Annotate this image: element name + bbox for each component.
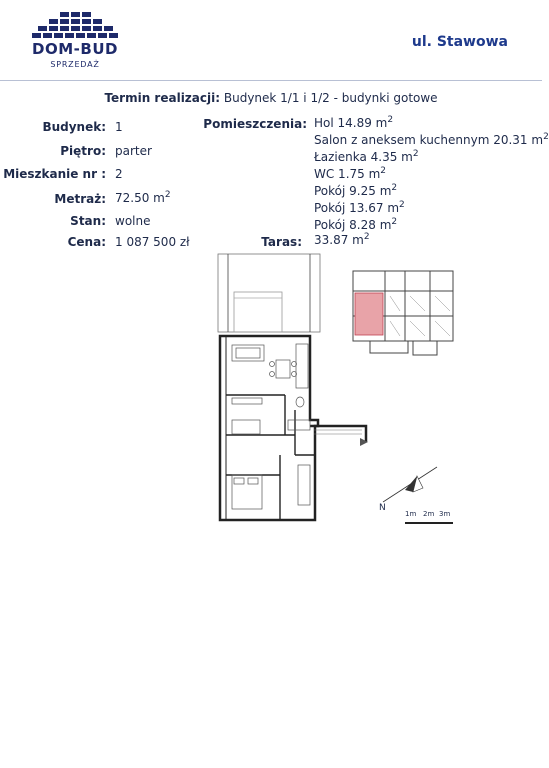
room-sup: 2 bbox=[543, 132, 549, 142]
building-value: 1 bbox=[115, 120, 123, 134]
price-value: 1 087 500 zł bbox=[115, 235, 190, 249]
north-label: N bbox=[379, 503, 386, 513]
room-item bbox=[314, 149, 419, 164]
area-number: 72.50 m bbox=[115, 191, 165, 205]
area-sup: 2 bbox=[164, 190, 171, 200]
logo-subtitle: SPRZEDAŻ bbox=[50, 60, 100, 69]
completion-term bbox=[0, 91, 542, 105]
room-item bbox=[314, 217, 397, 232]
scale-3m: 3m bbox=[439, 510, 451, 518]
scale-bar bbox=[405, 510, 455, 530]
room-item bbox=[314, 183, 397, 198]
room-sup: 2 bbox=[391, 217, 398, 227]
floor-value: parter bbox=[115, 144, 152, 158]
room-sup: 2 bbox=[399, 200, 405, 210]
terrace-sup: 2 bbox=[363, 232, 370, 242]
terrace-value bbox=[314, 232, 370, 247]
scale-2m: 2m bbox=[423, 510, 435, 518]
room-text: Pokój 8.28 m bbox=[314, 218, 392, 232]
room-text: WC 1.75 m bbox=[314, 167, 381, 181]
room-item bbox=[314, 166, 386, 181]
room-sup: 2 bbox=[391, 183, 398, 193]
logo[interactable] bbox=[30, 10, 120, 72]
area-label: Metraż: bbox=[54, 192, 106, 206]
term-value: Budynek 1/1 i 1/2 - budynki gotowe bbox=[223, 91, 438, 105]
area-value bbox=[115, 190, 171, 205]
room-text: Pokój 13.67 m bbox=[314, 201, 400, 215]
room-sup: 2 bbox=[412, 149, 419, 159]
room-item bbox=[314, 115, 393, 130]
price-label: Cena: bbox=[67, 235, 106, 249]
terrace-label: Taras: bbox=[261, 235, 302, 249]
room-text: Hol 14.89 m bbox=[314, 116, 388, 130]
floor-label: Piętro: bbox=[60, 144, 106, 158]
terrace-number: 33.87 m bbox=[314, 233, 364, 247]
room-item bbox=[314, 132, 549, 147]
header bbox=[0, 0, 542, 81]
room-sup: 2 bbox=[380, 166, 387, 176]
state-value: wolne bbox=[115, 214, 151, 228]
term-label: Termin realizacji: bbox=[104, 91, 221, 105]
logo-bricks-icon bbox=[30, 10, 120, 40]
building-label: Budynek: bbox=[42, 120, 106, 134]
rooms-label: Pomieszczenia: bbox=[203, 117, 307, 131]
flat-number-label: Mieszkanie nr : bbox=[3, 167, 106, 181]
room-text: Łazienka 4.35 m bbox=[314, 150, 413, 164]
room-item bbox=[314, 200, 405, 215]
street-name: ul. Stawowa bbox=[411, 34, 508, 50]
room-text: Pokój 9.25 m bbox=[314, 184, 392, 198]
state-label: Stan: bbox=[70, 214, 106, 228]
scale-1m: 1m bbox=[405, 510, 417, 518]
highlighted-flat bbox=[355, 293, 383, 335]
room-sup: 2 bbox=[387, 115, 394, 125]
logo-text: DOM-BUD bbox=[32, 40, 118, 58]
room-text: Salon z aneksem kuchennym 20.31 m bbox=[314, 133, 544, 147]
key-plan[interactable] bbox=[345, 266, 460, 361]
flat-number-value: 2 bbox=[115, 167, 123, 181]
